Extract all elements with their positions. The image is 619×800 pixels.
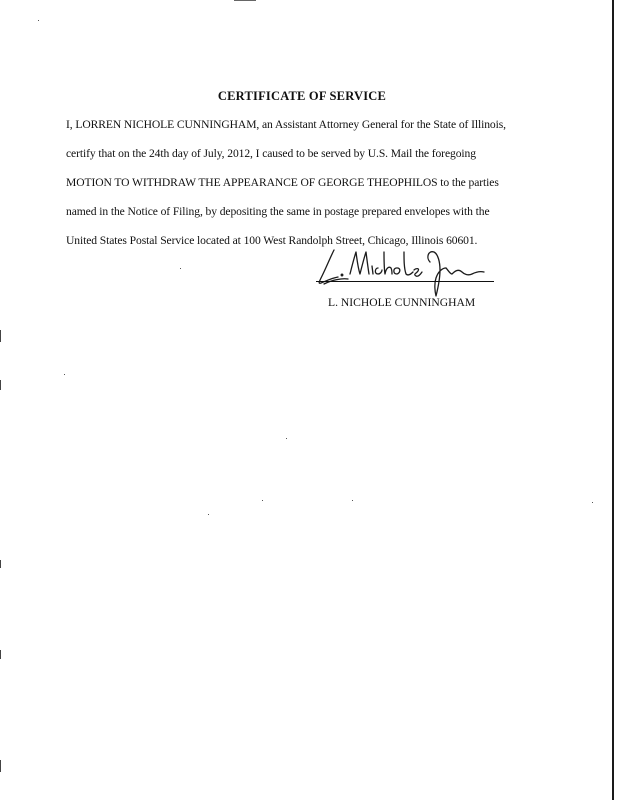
scan-speck — [208, 514, 209, 515]
body-line-4: named in the Notice of Filing, by depositing the same in postage prepared envelopes with the — [66, 205, 490, 218]
scan-mark-left — [0, 760, 1, 772]
scan-speck — [262, 500, 263, 501]
scan-mark-left — [0, 330, 1, 342]
scan-speck — [64, 374, 65, 375]
scan-speck — [38, 20, 39, 21]
scan-mark-left — [0, 650, 1, 659]
signature-line — [316, 281, 494, 282]
body-line-1: I, LORREN NICHOLE CUNNINGHAM, an Assistant Attorney General for the State of Illinois, — [66, 118, 506, 131]
signature-drawing — [312, 244, 498, 300]
scan-mark-left — [0, 560, 1, 568]
body-line-5: United States Postal Service located at 100 West Randolph Street, Chicago, Illinois 60601. — [66, 234, 478, 247]
scan-edge-right — [612, 0, 614, 800]
signer-printed-name: L. NICHOLE CUNNINGHAM — [328, 296, 476, 309]
scan-speck — [592, 502, 593, 503]
scan-speck — [180, 268, 181, 269]
scan-mark-left — [0, 380, 1, 390]
scan-mark-top — [234, 0, 256, 1]
body-line-2: certify that on the 24th day of July, 2012, I caused to be served by U.S. Mail the foregoing — [66, 147, 476, 160]
handwritten-signature — [312, 244, 498, 300]
scan-speck — [352, 500, 353, 501]
body-line-3: MOTION TO WITHDRAW THE APPEARANCE OF GEORGE THEOPHILOS to the parties — [66, 176, 499, 189]
scan-speck — [286, 438, 287, 439]
certificate-title: CERTIFICATE OF SERVICE — [217, 89, 387, 103]
